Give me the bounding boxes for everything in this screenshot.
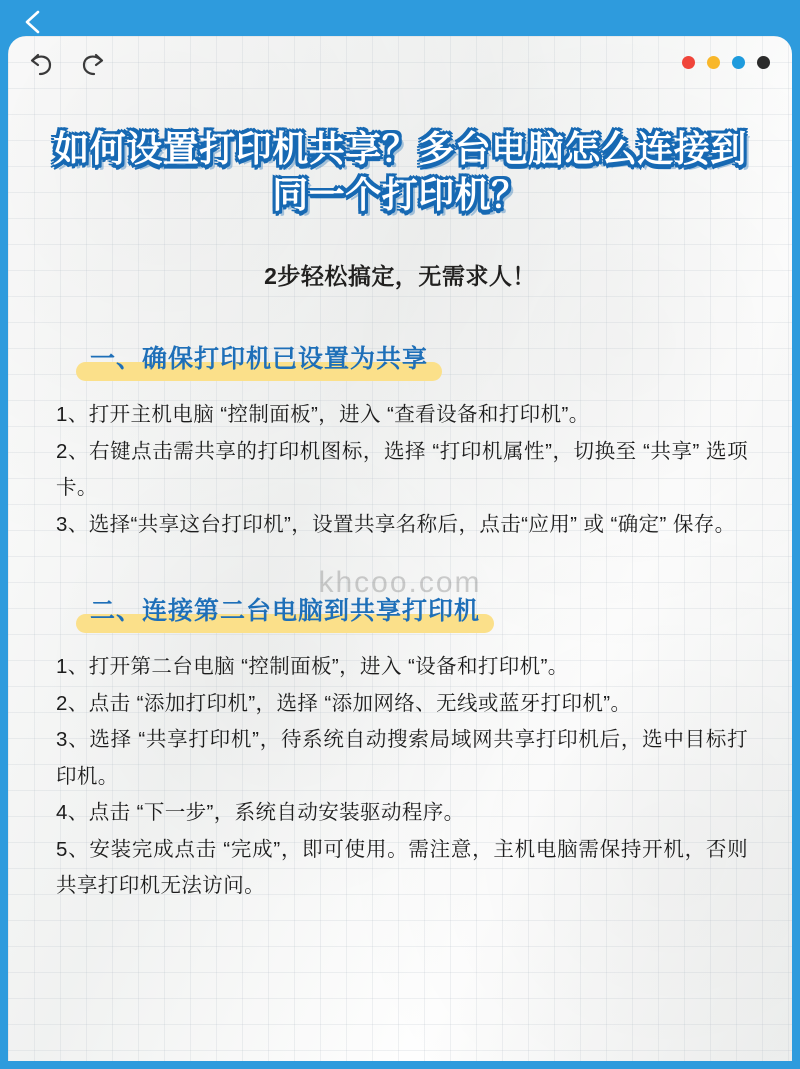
- section-2: [36, 543, 764, 904]
- dot-dark[interactable]: [757, 56, 770, 69]
- watermark: khcoo.com: [318, 566, 482, 599]
- section-2-heading: 二、连接第二台电脑到共享打印机: [80, 589, 490, 631]
- page-title: 如何设置打印机共享？多台电脑怎么连接到同一个打印机？: [53, 128, 747, 216]
- color-palette: [682, 56, 770, 69]
- dot-red[interactable]: [682, 56, 695, 69]
- editor-toolbar: [8, 36, 792, 88]
- redo-icon[interactable]: [78, 50, 108, 78]
- note-card: [8, 36, 792, 1061]
- section-1: [36, 291, 764, 543]
- undo-icon[interactable]: [26, 50, 56, 78]
- subtitle: 2步轻松搞定，无需求人！: [264, 263, 536, 290]
- section-1-line-1: 1、打开主机电脑 “控制面板”，进入 “查看设备和打印机”。: [56, 403, 590, 427]
- section-1-heading: 一、确保打印机已设置为共享: [80, 337, 438, 379]
- section-2-line-4: 4、点击 “下一步”，系统自动安装驱动程序。: [56, 801, 465, 825]
- dot-blue[interactable]: [732, 56, 745, 69]
- section-1-line-2: 2、右键点击需共享的打印机图标，选择 “打印机属性”，切换至 “共享” 选项卡。: [56, 439, 748, 500]
- back-icon[interactable]: [22, 9, 44, 35]
- section-2-line-1: 1、打开第二台电脑 “控制面板”，进入 “设备和打印机”。: [56, 655, 569, 679]
- undo-redo-group: [26, 50, 108, 78]
- section-2-line-5: 5、安装完成点击 “完成”，即可使用。需注意，主机电脑需保持开机，否则共享打印机无法访问。: [56, 837, 748, 897]
- section-2-line-3: 3、选择 “共享打印机”，待系统自动搜索局域网共享打印机后，选中目标打印机。: [56, 728, 748, 788]
- article-content: [8, 88, 792, 904]
- section-1-line-3: 3、选择“共享这台打印机”，设置共享名称后，点击“应用” 或 “确定” 保存。: [56, 512, 736, 536]
- section-2-line-2: 2、点击 “添加打印机”，选择 “添加网络、无线或蓝牙打印机”。: [56, 691, 632, 715]
- dot-yellow[interactable]: [707, 56, 720, 69]
